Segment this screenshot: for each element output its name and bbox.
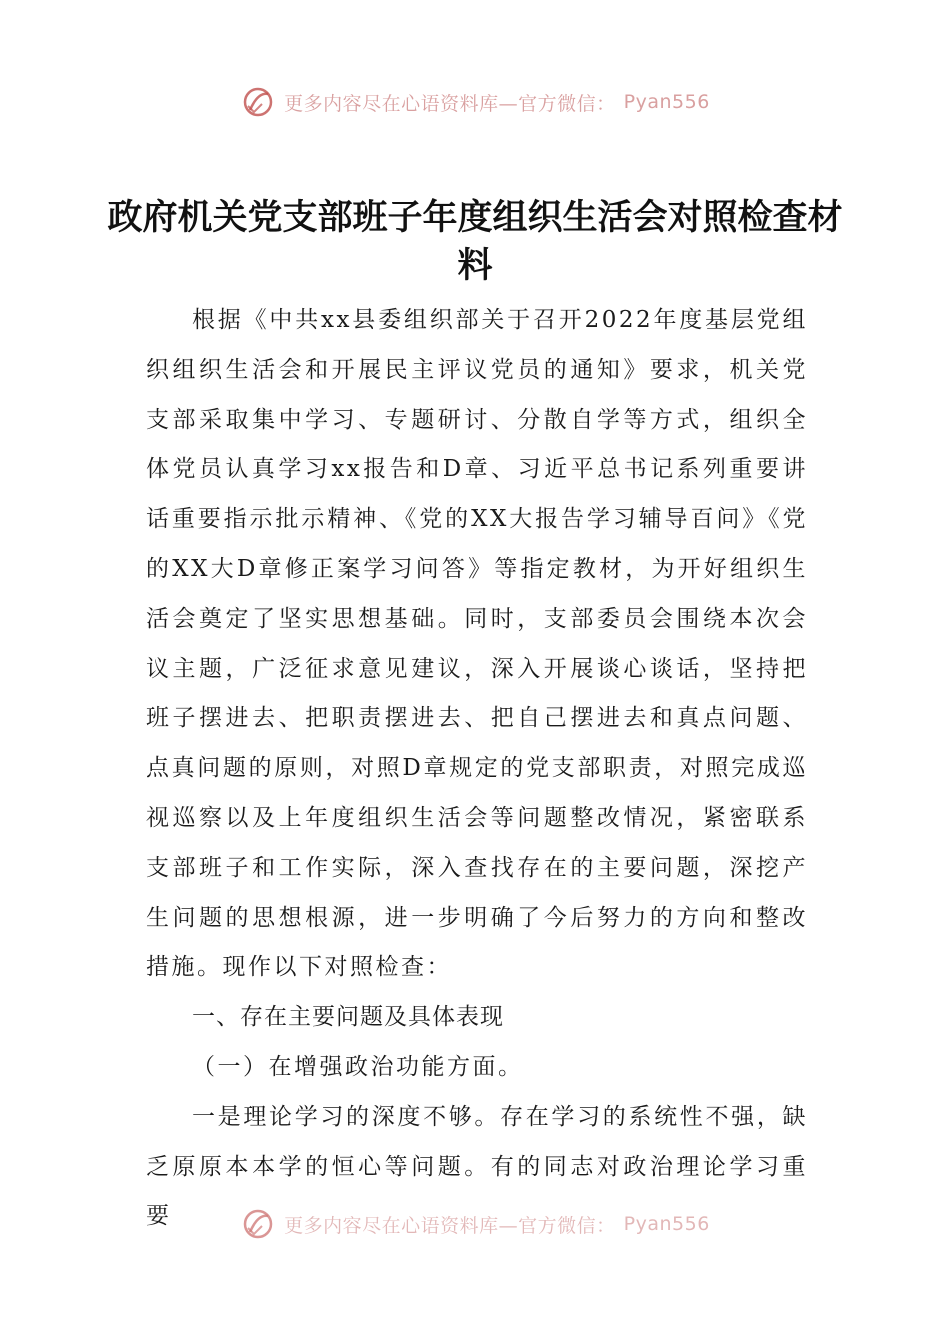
watermark-header (0, 84, 950, 120)
watermark-text: 更多内容尽在心语资料库—官方微信： (284, 92, 616, 115)
subsection-heading: （一）在增强政治功能方面。 (192, 1053, 524, 1080)
watermark-logo-icon (240, 84, 276, 120)
intro-paragraph: 根据《中共xx县委组织部关于召开2022年度基层党组织组织生活会和开展民主评议党员的通知》要求，机关党支部采取集中学习、专题研讨、分散自学等方式，组织全体党员认真学习xx报告和D章、习近平总书记系列重要讲话重要指示批示精神、《党的XX大报告学习辅导百问》《党的XX大D章修正案学习问答》等指定教材，为开好组织生活会奠定了坚实思想基础。同时，支部委员会围绕本次会议主题，广泛征求意见建议，深入开展谈心谈话，坚持把班子摆进去、把职责摆进去、把自己摆进去和真点问题、点真问题的原则，对照D章规定的党支部职责，对照完成巡视巡察以及上年度组织生活会等问题整改情况，紧密联系支部班子和工作实际，深入查找存在的主要问题，深挖产生问题的思想根源，进一步明确了今后努力的方向和整改措施。现作以下对照检查： (146, 307, 808, 981)
watermark-code: Pyan556 (623, 91, 710, 113)
watermark-footer (0, 1206, 950, 1242)
body-paragraph: 一是理论学习的深度不够。存在学习的系统性不强，缺乏原原本本学的恒心等问题。有的同志对政治理论学习重要 (146, 1103, 808, 1230)
section-heading: 一、存在主要问题及具体表现 (192, 1004, 504, 1031)
document-body (146, 296, 808, 1242)
watermark-logo-icon (240, 1206, 276, 1242)
watermark-text: 更多内容尽在心语资料库—官方微信： (284, 1214, 616, 1237)
watermark-code: Pyan556 (623, 1213, 710, 1235)
document-title: 政府机关党支部班子年度组织生活会对照检查材料 (107, 197, 843, 286)
